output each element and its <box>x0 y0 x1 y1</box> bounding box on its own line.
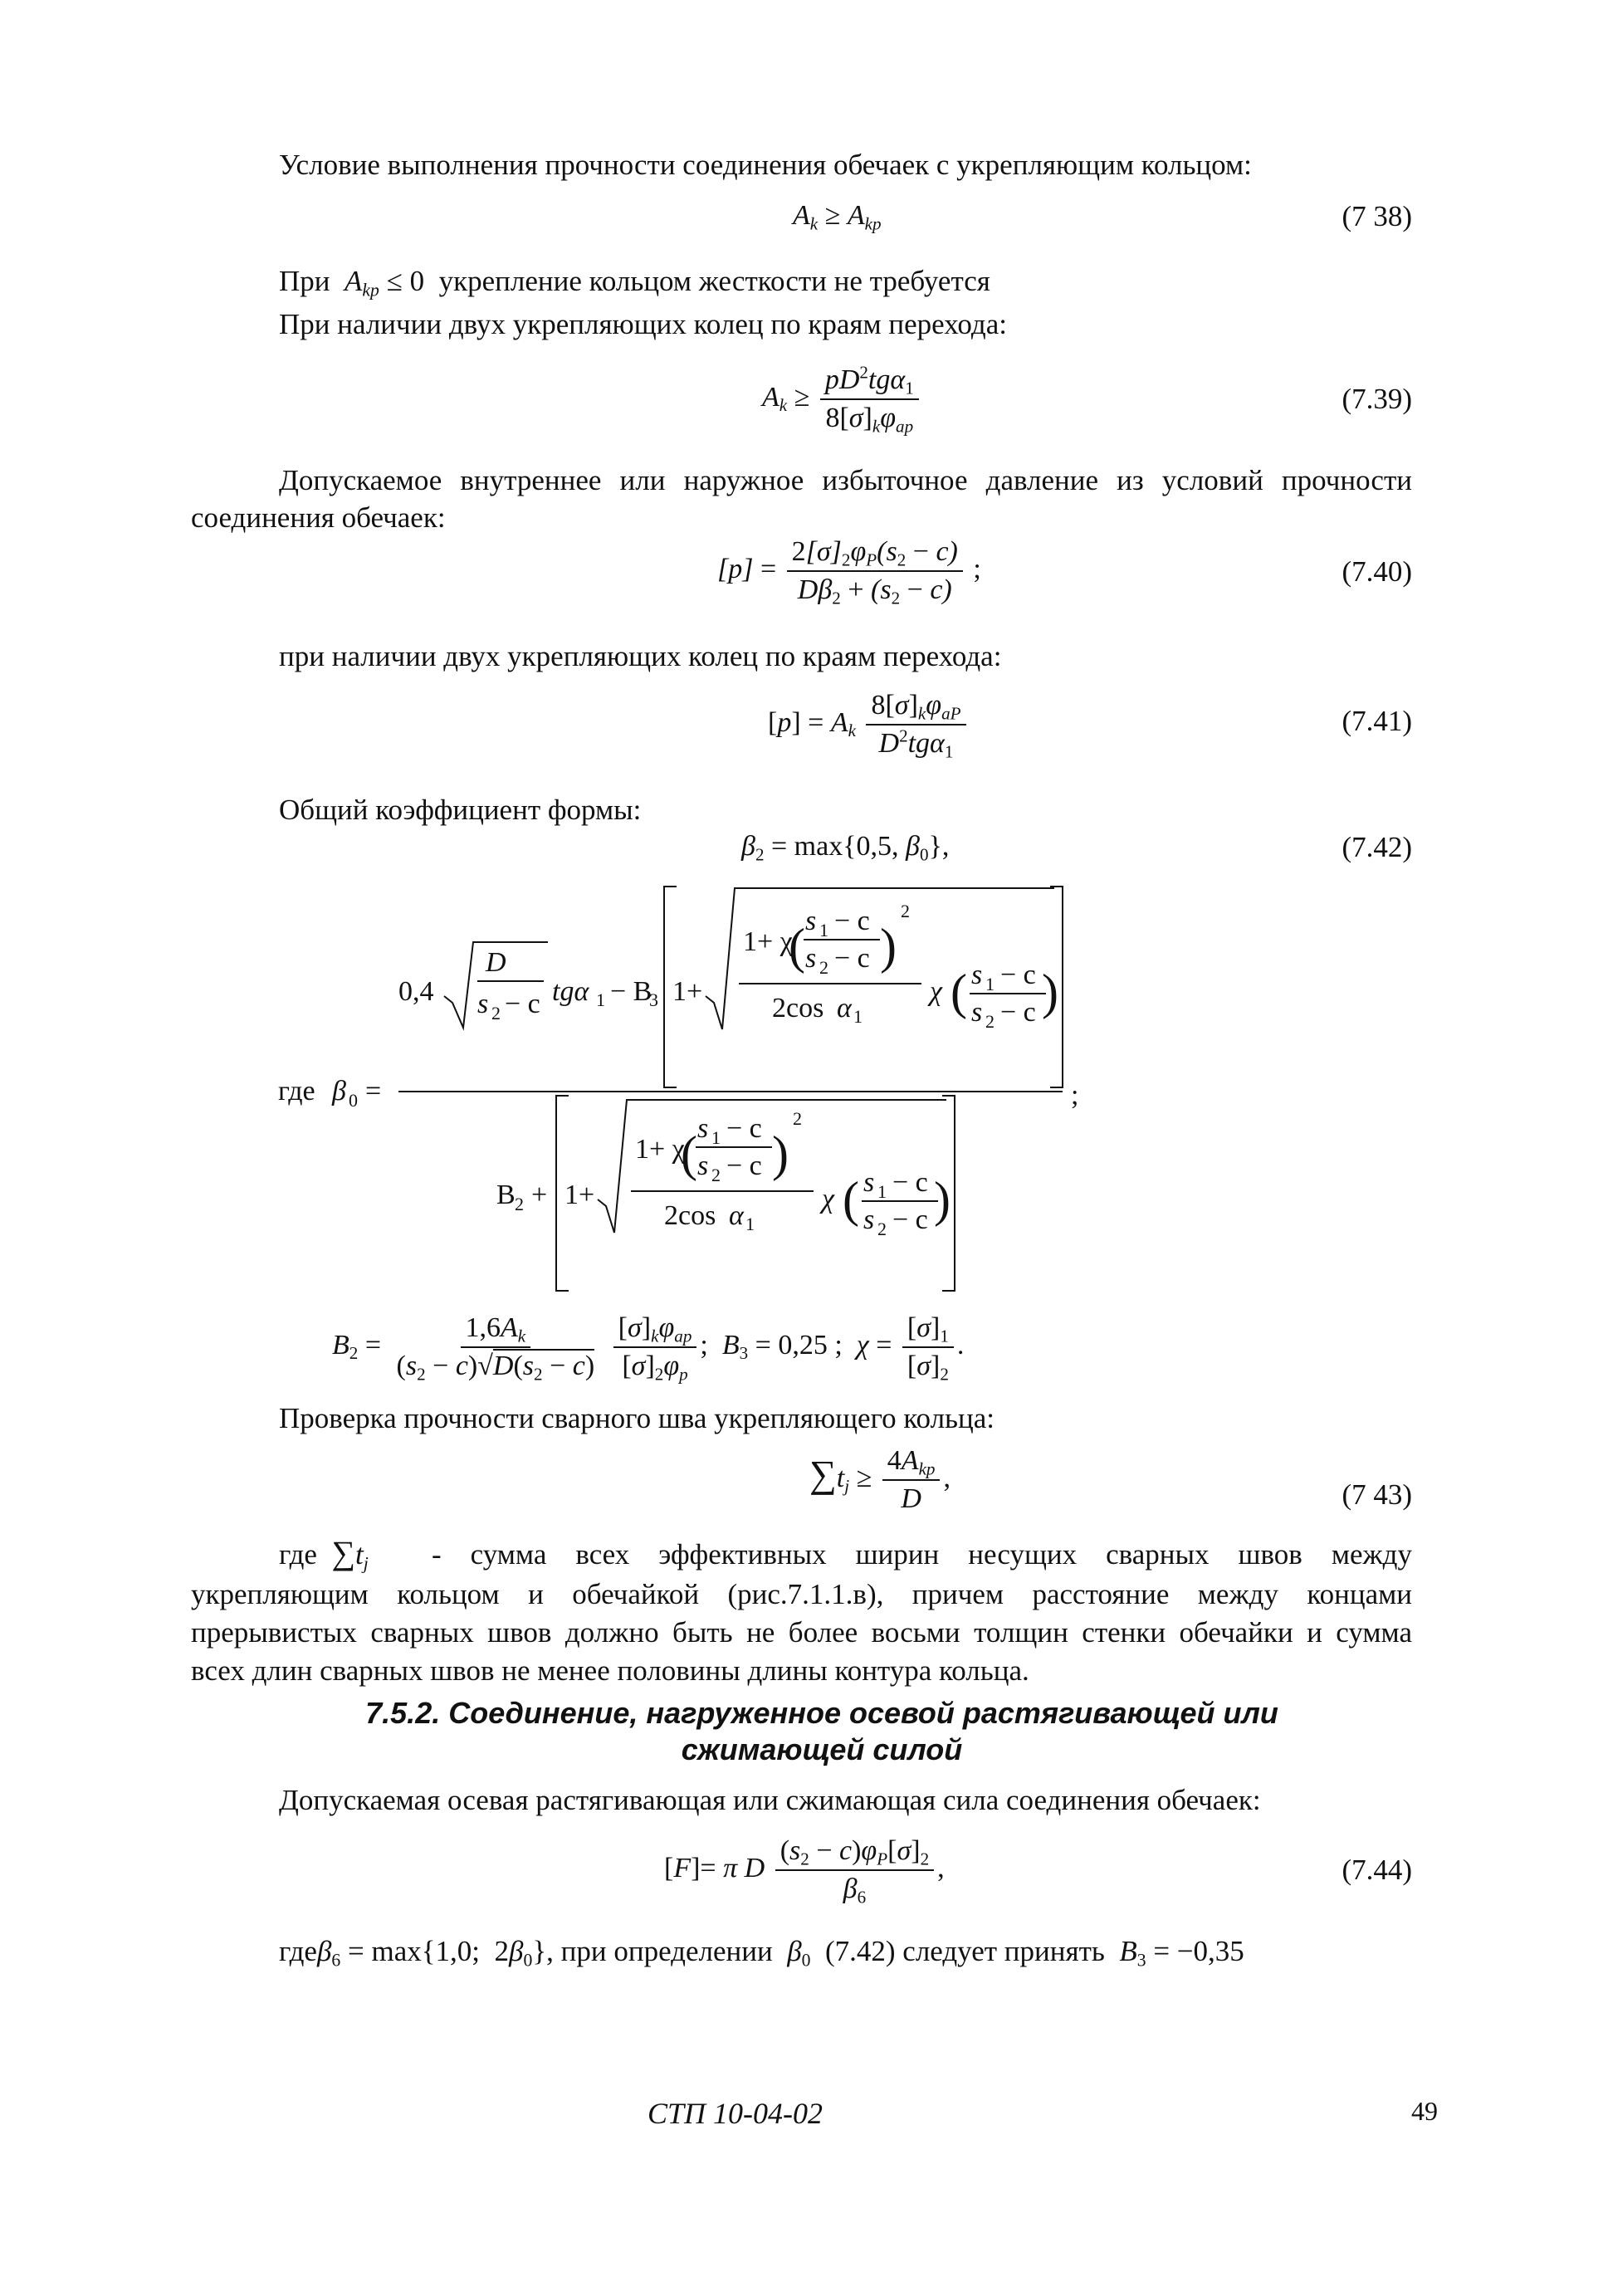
svg-text:1: 1 <box>853 1006 863 1027</box>
svg-text:− c: − c <box>834 943 870 974</box>
svg-text:s: s <box>805 943 817 974</box>
paragraph-shape-coefficient: Общий коэффициент формы: <box>279 794 642 826</box>
svg-text:): ) <box>772 1126 789 1181</box>
footer-doc-code: СТП 10-04-02 <box>648 2097 823 2130</box>
svg-text:s: s <box>477 989 489 1019</box>
svg-text:1: 1 <box>711 1127 721 1148</box>
paragraph-allowable-pressure-line1: Допускаемое внутреннее или наружное избыточное давление из условий прочности <box>279 464 1412 496</box>
paragraph-suffix: укрепление кольцом жесткости не требуется <box>438 265 990 297</box>
section-heading-line2: сжимающей силой <box>681 1732 963 1766</box>
svg-text:α: α <box>837 993 852 1023</box>
svg-text:0,4: 0,4 <box>398 976 434 1007</box>
svg-text:tgα: tgα <box>552 976 589 1007</box>
svg-text:2: 2 <box>877 1219 887 1239</box>
equation-number-7-41: (7.41) <box>1342 705 1412 737</box>
svg-text:α: α <box>729 1200 744 1231</box>
paragraph-weld-def-line1: - сумма всех эффективных ширин несущих сварных швов между <box>432 1538 1412 1571</box>
svg-text:s: s <box>863 1167 875 1198</box>
svg-text:− B: − B <box>610 976 652 1007</box>
svg-text:1: 1 <box>596 989 605 1010</box>
paragraph-no-ring-needed: При $A_{kp} \le 0$ укрепление кольцом жесткости не требуется <box>279 265 990 300</box>
svg-text:2cos: 2cos <box>664 1200 716 1231</box>
paragraph-weld-def-line2: укрепляющим кольцом и обечайкой (рис.7.1.1.в), причем расстояние между концами <box>191 1578 1412 1610</box>
svg-text:(: ( <box>681 1126 697 1181</box>
svg-text:− c: − c <box>726 1150 762 1181</box>
svg-text:s: s <box>805 906 817 936</box>
svg-text:+: + <box>531 1180 548 1210</box>
svg-text:(: ( <box>951 965 967 1019</box>
svg-text:s: s <box>863 1204 875 1235</box>
svg-text:s: s <box>971 997 983 1028</box>
paragraph-prefix: При <box>279 265 330 297</box>
svg-text:): ) <box>934 1172 951 1227</box>
svg-text:− c: − c <box>505 989 540 1019</box>
formula-7-44: [F]= π D $\frac{(s_2 - c)\varphi_P[\sigma]_2}{\beta_6}$ , <box>664 1835 945 1908</box>
paragraph-prefix: где <box>279 1538 317 1571</box>
equation-number-7-44: (7.44) <box>1342 1854 1412 1886</box>
paragraph-ring-condition: Условие выполнения прочности соединения обечаек с укрепляющим кольцом: <box>279 149 1252 181</box>
svg-text:2: 2 <box>819 957 828 978</box>
svg-text:0: 0 <box>349 1090 358 1111</box>
paragraph-two-rings-pressure: при наличии двух укрепляющих колец по краям перехода: <box>279 640 1002 672</box>
formula-7-42: $\beta_2 = \max\{0,5$, $\beta_0$}, <box>741 831 950 865</box>
svg-text:(: ( <box>843 1172 859 1227</box>
formula-b2-b3-chi: $B_2$ = $\frac{1,6A_k}{(s_2 - c)√D(s_2 - c)}$ $\frac{[\sigma]_k\varphi_{ap}}{[\sigma]_2\varphi_p}$ ; $B_3 = 0,25$ ; χ = $\frac{[\sigma]_1}{[\sigma]_2}$ . <box>332 1312 965 1385</box>
paragraph-prefix: где <box>279 1935 317 1967</box>
svg-text:B: B <box>496 1180 516 1210</box>
formula-beta0 <box>274 872 1154 1303</box>
equation-number-7-43: (7 43) <box>1342 1478 1412 1511</box>
page-number: 49 <box>1411 2096 1438 2126</box>
svg-text:2: 2 <box>515 1194 524 1214</box>
formula-7-41: $[p] = A_k$ $\frac{8[\sigma]_k\varphi_{aP}}{D^2tg\alpha_1}$ <box>768 689 970 760</box>
paragraph-beta6: гдеβ$_6$ = max{1,0; $2\beta_0$}, при определении $\beta_0$ (7.42) следует принять $B_3 = -0,35$ <box>279 1935 1244 1971</box>
svg-text:− c: − c <box>834 906 870 936</box>
paragraph-weld-def-line3: прерывистых сварных швов должно быть не более восьми толщин стенки обечайки и сумма <box>191 1616 1412 1649</box>
svg-text:1: 1 <box>877 1181 887 1202</box>
equation-number-7-38: (7 38) <box>1342 200 1412 232</box>
svg-text:2: 2 <box>985 1011 995 1032</box>
svg-text:− c: − c <box>726 1113 762 1144</box>
svg-text:χ: χ <box>930 976 942 1007</box>
paragraph-mid2: (7.42) следует принять <box>824 1935 1105 1967</box>
svg-text:1: 1 <box>819 920 828 940</box>
svg-text:1+: 1+ <box>672 976 703 1007</box>
svg-text:− c: − c <box>1000 960 1036 990</box>
svg-text:s: s <box>971 960 983 990</box>
svg-text:− c: − c <box>892 1167 928 1198</box>
paragraph-weld-check: Проверка прочности сварного шва укрепляющего кольца: <box>279 1402 995 1434</box>
formula-7-39: $A_k$ ≥ $\frac{pD^2tg\alpha_1}{8[\sigma]_k\varphi_{ap}}$ <box>762 364 922 435</box>
equation-number-7-40: (7.40) <box>1342 555 1412 588</box>
svg-text:;: ; <box>1071 1080 1079 1111</box>
svg-text:s: s <box>697 1150 709 1181</box>
formula-7-43: $\sum t_j$ ≥ $\frac{4A_{kp}}{D}$ , <box>809 1445 951 1514</box>
paragraph-mid: , при определении <box>546 1935 773 1967</box>
paragraph-two-rings: При наличии двух укрепляющих колец по краям перехода: <box>279 308 1007 340</box>
equation-number-7-39: (7.39) <box>1342 383 1412 415</box>
svg-text:1: 1 <box>985 974 995 994</box>
paragraph-weld-def-pre: где $\sum t_j$ <box>279 1534 369 1574</box>
svg-text:где: где <box>278 1076 315 1106</box>
svg-text:s: s <box>697 1113 709 1144</box>
paragraph-axial-force: Допускаемая осевая растягивающая или сжимающая сила соединения обечаек: <box>279 1784 1261 1816</box>
svg-text:2: 2 <box>711 1165 721 1185</box>
svg-text:): ) <box>1042 965 1058 1019</box>
svg-text:3: 3 <box>649 989 658 1010</box>
svg-text:β: β <box>332 1076 346 1106</box>
paragraph-weld-def-line4: всех длин сварных швов не менее половины длины контура кольца. <box>191 1654 1029 1687</box>
paragraph-allowable-pressure-line2: соединения обечаек: <box>191 501 446 534</box>
svg-text:2: 2 <box>793 1108 802 1129</box>
svg-text:1+: 1+ <box>564 1180 595 1210</box>
formula-7-38: $A_k \ge A_{kp}$ <box>793 200 882 234</box>
svg-text:χ: χ <box>822 1184 834 1214</box>
section-heading-line1: 7.5.2. Соединение, нагруженное осевой растягивающей или <box>365 1696 1278 1730</box>
equation-number-7-42: (7.42) <box>1342 831 1412 863</box>
svg-text:1+ χ: 1+ χ <box>743 926 793 957</box>
svg-text:=: = <box>365 1076 382 1106</box>
svg-text:1+ χ: 1+ χ <box>635 1134 685 1165</box>
svg-text:): ) <box>880 919 897 974</box>
svg-text:− c: − c <box>1000 997 1036 1028</box>
svg-text:D: D <box>486 947 506 978</box>
svg-text:(: ( <box>789 919 805 974</box>
formula-7-40: [p] = $\frac{2[\sigma]_2\varphi_P(s_2 - c)}{D\beta_2 + (s_2 - c)}$ ; <box>717 536 981 608</box>
svg-text:2cos: 2cos <box>772 993 824 1023</box>
svg-text:2: 2 <box>901 901 910 921</box>
svg-text:− c: − c <box>892 1204 928 1235</box>
svg-text:2: 2 <box>491 1003 501 1023</box>
svg-text:1: 1 <box>745 1214 755 1234</box>
